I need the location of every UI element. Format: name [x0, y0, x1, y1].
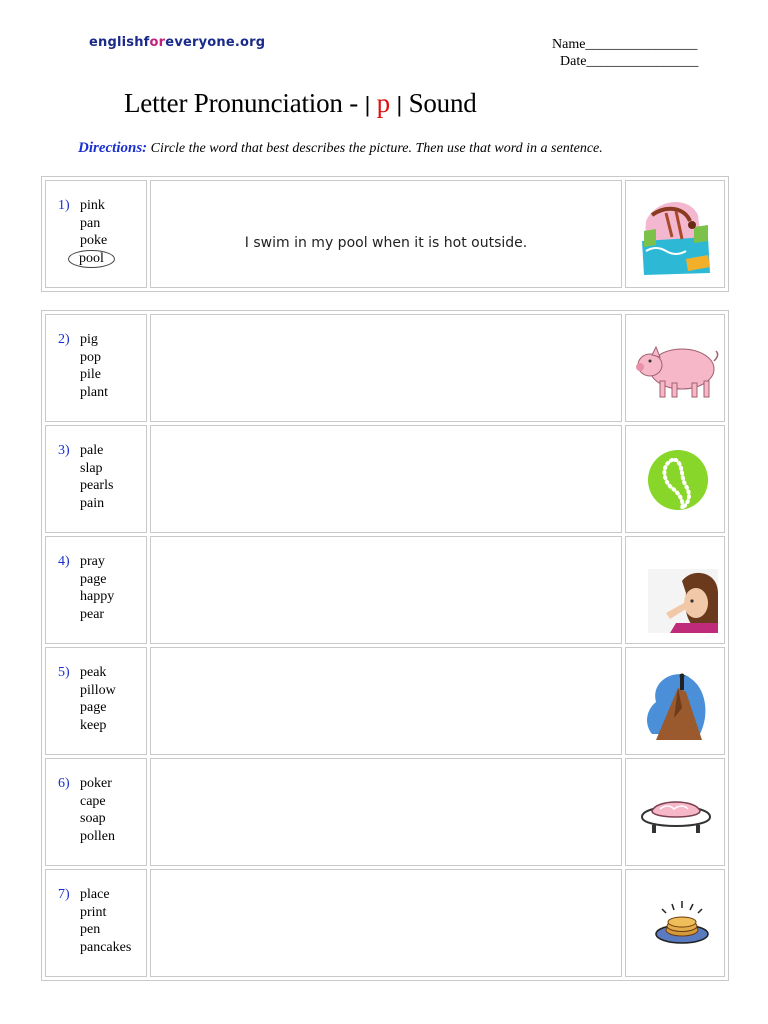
exercise-row: [45, 869, 725, 977]
sentence-cell[interactable]: [150, 647, 622, 755]
mountain-peak-icon: [626, 648, 724, 756]
exercise-table: [41, 310, 729, 981]
word-option[interactable]: pan: [80, 215, 101, 231]
site-logo: [89, 35, 265, 50]
word-option[interactable]: print: [80, 904, 107, 920]
word-option[interactable]: poke: [80, 233, 108, 249]
picture-cell: [625, 758, 725, 866]
word-option[interactable]: happy: [80, 589, 115, 605]
picture-cell: [625, 536, 725, 644]
sentence-cell[interactable]: [150, 758, 622, 866]
picture-cell: [625, 869, 725, 977]
word-choices: [46, 426, 146, 512]
exercise-row: [45, 536, 725, 644]
sentence-cell[interactable]: [150, 425, 622, 533]
exercise-row: [45, 647, 725, 755]
title-bar-right: |: [396, 92, 403, 117]
name-line[interactable]: Name________________: [552, 37, 698, 52]
sentence-cell[interactable]: [150, 869, 622, 977]
swimming-pool-dive-icon: [626, 181, 724, 289]
word-choices-cell: [45, 536, 147, 644]
title-bar-left: |: [364, 92, 371, 117]
word-option[interactable]: soap: [80, 811, 106, 827]
title-prefix: Letter Pronunciation -: [124, 88, 365, 118]
logo-text-end: everyone.org: [165, 35, 266, 50]
word-option[interactable]: pig: [80, 332, 98, 347]
exercise-row: [45, 314, 725, 422]
directions-label: Directions:: [78, 140, 148, 156]
item-number: 3): [58, 443, 70, 458]
word-choices: [46, 759, 146, 845]
sentence-cell[interactable]: [150, 314, 622, 422]
word-option[interactable]: page: [80, 700, 107, 716]
exercise-row: [45, 425, 725, 533]
word-option[interactable]: pale: [80, 443, 104, 458]
word-option[interactable]: pray: [80, 554, 105, 569]
soap-icon: [626, 759, 724, 867]
pig-icon: [626, 315, 724, 423]
sentence-cell[interactable]: [150, 180, 622, 288]
word-option[interactable]: peak: [80, 665, 107, 680]
word-option[interactable]: place: [80, 887, 110, 902]
example-row: [45, 180, 725, 288]
picture-cell: [625, 425, 725, 533]
pearls-icon: [626, 426, 724, 534]
item-number: 6): [58, 776, 70, 791]
word-option[interactable]: pillow: [80, 682, 116, 698]
word-option[interactable]: pear: [80, 606, 105, 622]
word-choices: [46, 181, 146, 268]
directions: [78, 140, 603, 157]
title-letter: p: [370, 88, 397, 118]
item-number: 7): [58, 887, 70, 902]
word-option[interactable]: slap: [80, 460, 103, 476]
word-choices: [46, 315, 146, 401]
word-option[interactable]: keep: [80, 717, 107, 733]
picture-cell: [625, 180, 725, 288]
word-option[interactable]: poker: [80, 776, 112, 791]
page-title: [124, 88, 477, 119]
word-choices: [46, 870, 146, 956]
word-option[interactable]: pen: [80, 922, 101, 938]
sentence-cell[interactable]: [150, 536, 622, 644]
word-option[interactable]: pollen: [80, 828, 115, 844]
item-number: 2): [58, 332, 70, 347]
word-choices-cell: [45, 425, 147, 533]
word-option[interactable]: pain: [80, 495, 105, 511]
word-choices-cell: [45, 869, 147, 977]
word-option[interactable]: cape: [80, 793, 106, 809]
word-choices-cell: [45, 647, 147, 755]
word-choices-cell: [45, 314, 147, 422]
word-option-wrap: [58, 250, 146, 268]
praying-child-icon: [626, 537, 724, 645]
word-option[interactable]: pile: [80, 367, 101, 383]
logo-text-start: englishf: [89, 35, 150, 50]
word-option[interactable]: pearls: [80, 478, 114, 494]
example-sentence: I swim in my pool when it is hot outside.: [244, 235, 528, 251]
word-option[interactable]: pink: [80, 198, 105, 213]
word-choices-cell: [45, 758, 147, 866]
item-number: 4): [58, 554, 70, 569]
exercise-row: [45, 758, 725, 866]
item-number: 1): [58, 198, 70, 213]
word-option[interactable]: pancakes: [80, 939, 132, 955]
word-option[interactable]: plant: [80, 384, 108, 400]
pancakes-icon: [626, 870, 724, 978]
logo-text-mid: or: [149, 35, 166, 50]
word-choices: [46, 648, 146, 734]
directions-text: Circle the word that best describes the picture. Then use that word in a sentence.: [147, 141, 603, 156]
word-option-circled[interactable]: pool: [68, 250, 115, 268]
word-choices: [46, 537, 146, 623]
example-table: [41, 176, 729, 292]
word-option[interactable]: pop: [80, 349, 101, 365]
word-choices-cell: [45, 180, 147, 288]
picture-cell: [625, 314, 725, 422]
name-date-block: [540, 36, 698, 70]
title-suffix: Sound: [402, 88, 477, 118]
item-number: 5): [58, 665, 70, 680]
date-line[interactable]: Date________________: [560, 54, 699, 69]
word-option[interactable]: page: [80, 571, 107, 587]
picture-cell: [625, 647, 725, 755]
